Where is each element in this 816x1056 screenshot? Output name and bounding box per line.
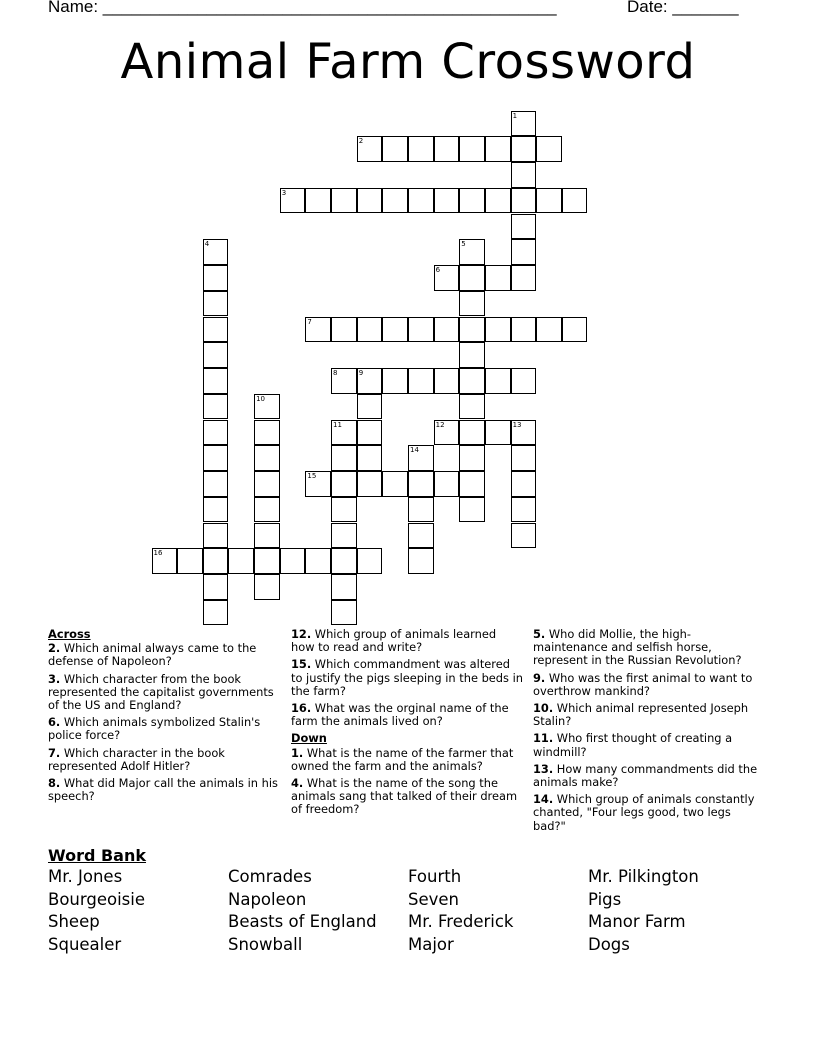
clue-text: What is the name of the farmer that owned the farm and the animals? xyxy=(291,745,514,773)
grid-cell[interactable] xyxy=(331,548,357,574)
grid-cell[interactable] xyxy=(203,600,229,626)
clue-number: 6 xyxy=(435,266,441,274)
clue-number: 16 xyxy=(153,549,163,558)
grid-cell[interactable] xyxy=(434,265,460,291)
grid-cell[interactable] xyxy=(331,574,357,600)
grid-cell[interactable] xyxy=(305,471,331,497)
clue-number: 10 xyxy=(256,394,266,403)
grid-cell[interactable] xyxy=(459,188,485,214)
clue-number: 12 xyxy=(435,420,445,429)
clue-number: 4 xyxy=(204,240,210,249)
page-title: Animal Farm Crossword xyxy=(120,34,696,90)
grid-cell[interactable] xyxy=(331,471,357,497)
grid-cell[interactable] xyxy=(459,471,485,497)
grid-cell[interactable] xyxy=(459,445,485,471)
grid-cell[interactable] xyxy=(203,445,229,471)
grid-cell[interactable] xyxy=(254,471,280,497)
grid-cell[interactable] xyxy=(408,368,434,394)
clue-text: Who first thought of creating a windmill? xyxy=(533,731,733,759)
grid-cell[interactable] xyxy=(203,471,229,497)
grid-cell[interactable] xyxy=(459,291,485,317)
grid-cell[interactable] xyxy=(382,317,408,343)
word-bank-title: Word Bank xyxy=(48,846,147,865)
grid-cell[interactable] xyxy=(408,548,434,574)
grid-cell[interactable] xyxy=(203,239,229,265)
clues-column-3 xyxy=(533,628,765,837)
across-clue xyxy=(48,673,280,713)
clue-number: 2 xyxy=(358,137,364,146)
word-bank-item: Mr. Frederick xyxy=(408,912,514,931)
grid-cell[interactable] xyxy=(511,420,537,446)
clue-text: What is the name of the song the animals sang that talked of their dream of freedom? xyxy=(291,776,518,817)
grid-cell[interactable] xyxy=(562,188,588,214)
clue-text: Which character in the book represented Adolf Hitler? xyxy=(48,745,225,773)
clue-number-label: 13. xyxy=(533,761,554,776)
grid-cell[interactable] xyxy=(536,317,562,343)
grid-cell[interactable] xyxy=(511,497,537,523)
word-bank-item: Mr. Pilkington xyxy=(588,867,699,886)
word-bank-item: Napoleon xyxy=(228,890,307,909)
grid-cell[interactable] xyxy=(536,188,562,214)
grid-cell[interactable] xyxy=(357,317,383,343)
clue-number: 14 xyxy=(410,446,419,455)
clue-number: 13 xyxy=(512,420,522,429)
grid-cell[interactable] xyxy=(203,368,229,394)
clue-number-label: 5. xyxy=(533,627,546,641)
grid-cell[interactable] xyxy=(177,548,203,574)
word-bank-item: Squealer xyxy=(48,935,122,954)
grid-cell[interactable] xyxy=(280,548,306,574)
clue-number-label: 9. xyxy=(533,670,546,685)
grid-cell[interactable] xyxy=(511,136,537,162)
word-bank-item: Sheep xyxy=(48,912,100,931)
clue-number-label: 12. xyxy=(291,627,312,641)
grid-cell[interactable] xyxy=(511,265,537,291)
grid-cell[interactable] xyxy=(536,136,562,162)
grid-cell[interactable] xyxy=(382,136,408,162)
grid-cell[interactable] xyxy=(331,445,357,471)
grid-cell[interactable] xyxy=(305,317,331,343)
grid-cell[interactable] xyxy=(434,317,460,343)
across-clue xyxy=(48,642,280,668)
clue-text: What did Major call the animals in his speech? xyxy=(48,776,278,804)
grid-cell[interactable] xyxy=(305,188,331,214)
grid-cell[interactable] xyxy=(331,523,357,549)
grid-cell[interactable] xyxy=(511,162,537,188)
clue-number: 7 xyxy=(307,317,312,326)
grid-cell[interactable] xyxy=(357,394,383,420)
clue-number: 9 xyxy=(358,369,364,377)
grid-cell[interactable] xyxy=(203,394,229,420)
clue-text: Which animal represented Joseph Stalin? xyxy=(533,701,749,729)
grid-cell[interactable] xyxy=(459,342,485,368)
clue-text: Which animals symbolized Stalin's police force? xyxy=(48,715,261,743)
grid-cell[interactable] xyxy=(203,523,229,549)
grid-cell[interactable] xyxy=(485,188,511,214)
clue-number-label: 3. xyxy=(48,671,61,686)
grid-cell[interactable] xyxy=(203,497,229,523)
word-bank-item: Dogs xyxy=(588,935,630,954)
clue-number: 8 xyxy=(333,369,338,377)
word-bank-item: Fourth xyxy=(408,867,462,886)
grid-cell[interactable] xyxy=(434,471,460,497)
grid-cell[interactable] xyxy=(511,445,537,471)
grid-cell[interactable] xyxy=(152,548,178,574)
grid-cell[interactable] xyxy=(254,523,280,549)
down-clue xyxy=(291,777,523,817)
word-bank-item: Pigs xyxy=(588,890,622,909)
down-clue xyxy=(533,628,765,668)
grid-cell[interactable] xyxy=(203,342,229,368)
clue-number: 3 xyxy=(281,188,287,197)
grid-cell[interactable] xyxy=(434,420,460,446)
grid-cell[interactable] xyxy=(459,239,485,265)
down-clue xyxy=(533,702,765,728)
grid-cell[interactable] xyxy=(254,420,280,446)
grid-cell[interactable] xyxy=(331,188,357,214)
grid-cell[interactable] xyxy=(511,471,537,497)
grid-cell[interactable] xyxy=(485,317,511,343)
word-bank-item: Comrades xyxy=(228,867,312,886)
grid-cell[interactable] xyxy=(280,188,306,214)
grid-cell[interactable] xyxy=(511,188,537,214)
grid-cell[interactable] xyxy=(511,239,537,265)
clue-number: 15 xyxy=(307,472,317,480)
grid-cell[interactable] xyxy=(459,420,485,446)
grid-cell[interactable] xyxy=(203,420,229,446)
clue-number-label: 7. xyxy=(48,745,61,760)
grid-cell[interactable] xyxy=(254,574,280,600)
clue-number-label: 10. xyxy=(533,701,554,716)
grid-cell[interactable] xyxy=(408,497,434,523)
grid-cell[interactable] xyxy=(331,600,357,626)
grid-cell[interactable] xyxy=(434,368,460,394)
clue-text: Which group of animals constantly chanted, "Four legs good, two legs bad?" xyxy=(533,792,755,833)
grid-cell[interactable] xyxy=(203,291,229,317)
grid-cell[interactable] xyxy=(382,188,408,214)
clue-text: How many commandments did the animals make? xyxy=(533,761,758,790)
grid-cell[interactable] xyxy=(485,265,511,291)
grid-cell[interactable] xyxy=(485,368,511,394)
grid-cell[interactable] xyxy=(331,317,357,343)
across-clue xyxy=(48,716,280,742)
date-field-label: Date: _______ xyxy=(627,0,739,16)
grid-cell[interactable] xyxy=(459,394,485,420)
grid-cell[interactable] xyxy=(511,111,537,137)
clue-text: Which commandment was altered to justify the pigs sleeping in the beds in the farm? xyxy=(291,657,523,698)
word-bank-item: Snowball xyxy=(228,935,303,954)
grid-cell[interactable] xyxy=(408,136,434,162)
grid-cell[interactable] xyxy=(254,497,280,523)
grid-cell[interactable] xyxy=(408,317,434,343)
grid-cell[interactable] xyxy=(459,497,485,523)
down-clue xyxy=(533,793,765,833)
down-clue xyxy=(533,672,765,698)
grid-cell[interactable] xyxy=(485,136,511,162)
grid-cell[interactable] xyxy=(203,574,229,600)
clue-text: Who did Mollie, the high-maintenance and selfish horse, represent in the Russian Revolution? xyxy=(533,627,742,668)
grid-cell[interactable] xyxy=(203,265,229,291)
clue-number-label: 1. xyxy=(291,745,304,760)
clue-text: Which group of animals learned how to read and write? xyxy=(291,627,497,655)
grid-cell[interactable] xyxy=(357,471,383,497)
grid-cell[interactable] xyxy=(254,445,280,471)
grid-cell[interactable] xyxy=(459,317,485,343)
word-bank-item: Manor Farm xyxy=(588,912,686,931)
grid-cell[interactable] xyxy=(357,136,383,162)
clue-number: 11 xyxy=(333,420,342,429)
down-clue xyxy=(533,763,765,789)
across-clue xyxy=(291,628,523,654)
grid-cell[interactable] xyxy=(408,445,434,471)
grid-cell[interactable] xyxy=(382,368,408,394)
clue-number-label: 4. xyxy=(291,776,304,791)
grid-cell[interactable] xyxy=(511,368,537,394)
grid-cell[interactable] xyxy=(459,368,485,394)
grid-cell[interactable] xyxy=(254,394,280,420)
grid-cell[interactable] xyxy=(382,471,408,497)
clue-number-label: 2. xyxy=(48,641,61,656)
grid-cell[interactable] xyxy=(485,420,511,446)
clue-number-label: 6. xyxy=(48,715,61,730)
down-heading: Down xyxy=(291,731,327,746)
clue-number-label: 16. xyxy=(291,701,312,716)
across-clue xyxy=(291,658,523,698)
across-clue xyxy=(48,747,280,773)
grid-cell[interactable] xyxy=(331,368,357,394)
clue-number: 5 xyxy=(461,240,466,249)
grid-cell[interactable] xyxy=(228,548,254,574)
grid-cell[interactable] xyxy=(357,368,383,394)
across-heading: Across xyxy=(48,627,91,641)
grid-cell[interactable] xyxy=(511,317,537,343)
grid-cell[interactable] xyxy=(408,471,434,497)
word-bank-item: Major xyxy=(408,935,454,954)
grid-cell[interactable] xyxy=(203,548,229,574)
grid-cell[interactable] xyxy=(203,317,229,343)
clues-column-2 xyxy=(291,628,523,821)
clue-text: Which animal always came to the defense of Napoleon? xyxy=(48,641,257,669)
word-bank-item: Beasts of England xyxy=(228,912,377,931)
grid-cell[interactable] xyxy=(357,445,383,471)
grid-cell[interactable] xyxy=(434,188,460,214)
name-field-label: Name: ________________________________________________ xyxy=(48,0,557,16)
grid-cell[interactable] xyxy=(357,548,383,574)
down-clue xyxy=(533,732,765,758)
grid-cell[interactable] xyxy=(511,214,537,240)
across-clue xyxy=(291,702,523,728)
grid-cell[interactable] xyxy=(408,523,434,549)
grid-cell[interactable] xyxy=(331,497,357,523)
clue-text: Which character from the book represented the capitalist governments of the US and England? xyxy=(48,671,274,713)
clue-number-label: 8. xyxy=(48,776,61,791)
grid-cell[interactable] xyxy=(357,188,383,214)
clues-column-1 xyxy=(48,628,280,807)
clue-number-label: 15. xyxy=(291,657,312,672)
grid-cell[interactable] xyxy=(434,136,460,162)
grid-cell[interactable] xyxy=(459,265,485,291)
grid-cell[interactable] xyxy=(459,136,485,162)
clue-number-label: 14. xyxy=(533,792,554,807)
word-bank-item: Seven xyxy=(408,890,459,909)
grid-cell[interactable] xyxy=(305,548,331,574)
clue-number: 1 xyxy=(512,111,518,120)
across-clue xyxy=(48,777,280,803)
clue-number-label: 11. xyxy=(533,731,554,746)
grid-cell[interactable] xyxy=(357,420,383,446)
clue-text: What was the orginal name of the farm the animals lived on? xyxy=(291,701,509,729)
clue-text: Who was the first animal to want to overthrow mankind? xyxy=(533,670,753,698)
grid-cell[interactable] xyxy=(331,420,357,446)
grid-cell[interactable] xyxy=(511,523,537,549)
down-clue xyxy=(291,747,523,773)
word-bank-item: Bourgeoisie xyxy=(48,890,146,909)
grid-cell[interactable] xyxy=(408,188,434,214)
word-bank-item: Mr. Jones xyxy=(48,867,123,886)
grid-cell[interactable] xyxy=(562,317,588,343)
grid-cell[interactable] xyxy=(254,548,280,574)
